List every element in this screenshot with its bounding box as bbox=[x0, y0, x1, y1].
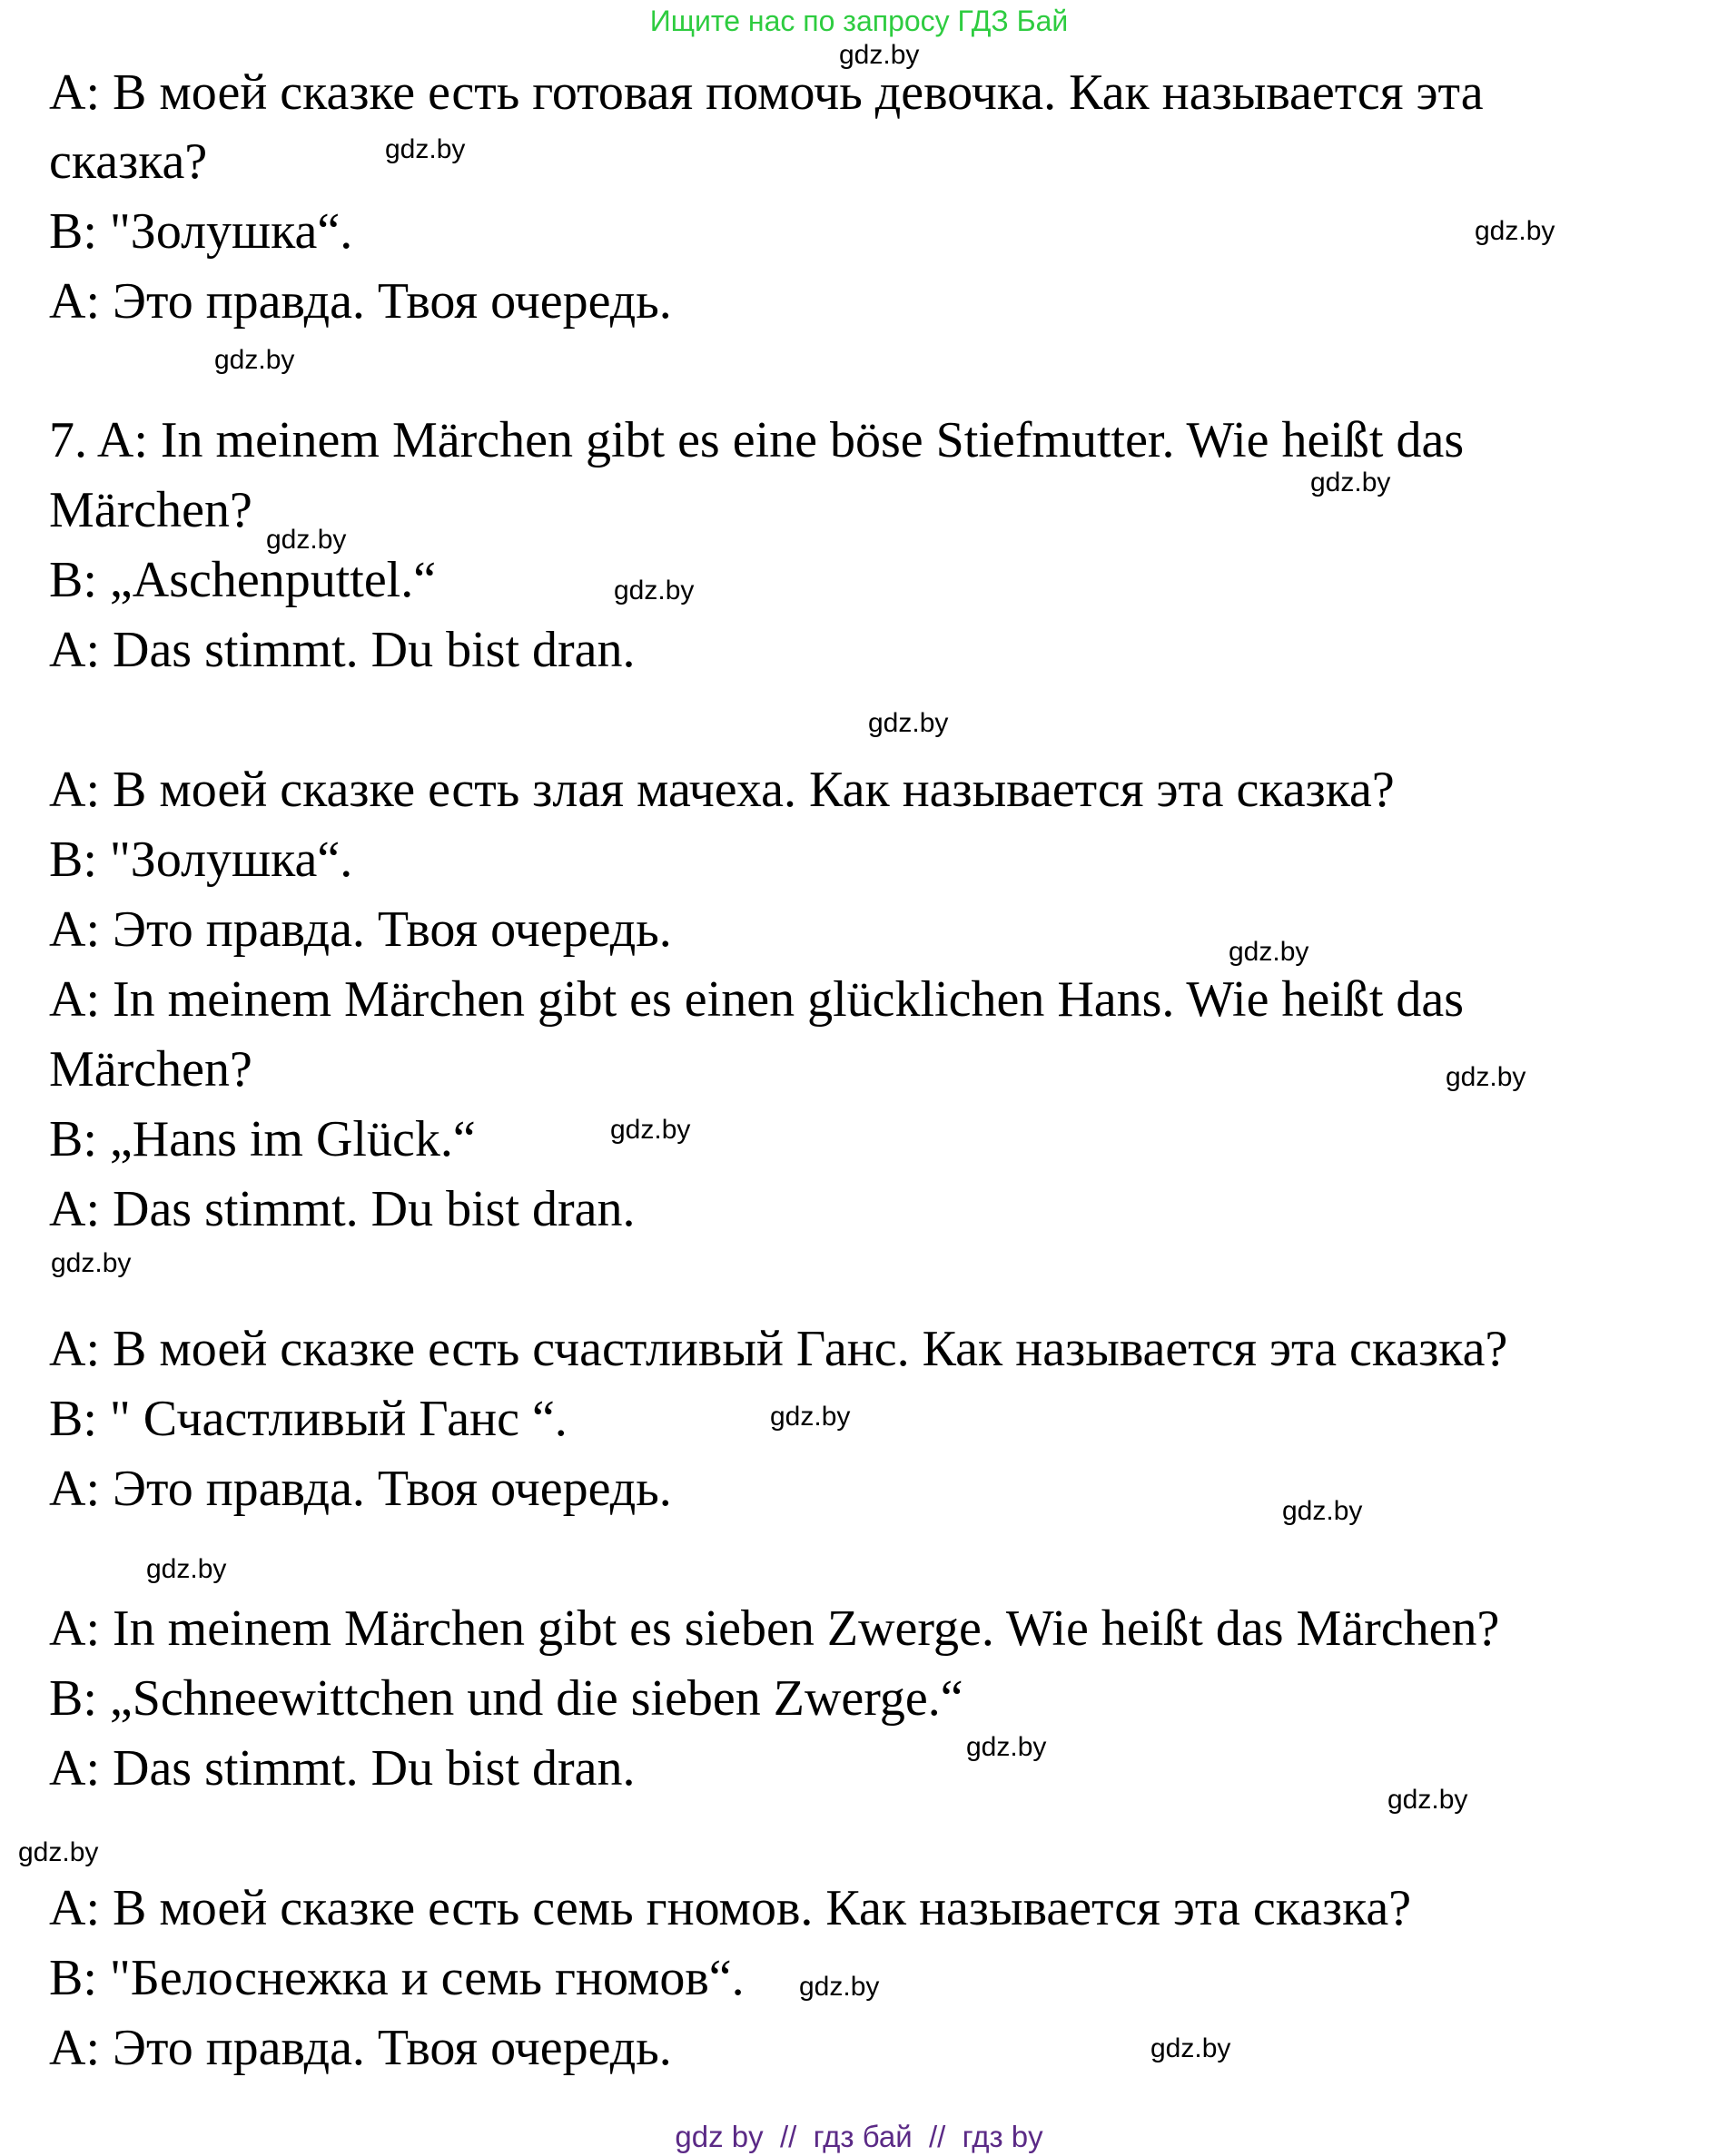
text-line: A: В моей сказке есть готовая помочь девочка. Как называется эта bbox=[49, 64, 1484, 121]
watermark: gdz.by bbox=[770, 1402, 851, 1432]
text-line: Märchen? bbox=[49, 482, 252, 538]
top-banner[interactable]: Ищите нас по запросу ГДЗ Бай bbox=[649, 5, 1069, 37]
text-line: сказка? bbox=[49, 133, 208, 190]
watermark: gdz.by bbox=[18, 1837, 99, 1867]
text-line: A: Das stimmt. Du bist dran. bbox=[49, 622, 636, 678]
watermark: gdz.by bbox=[1282, 1496, 1363, 1526]
text-line: B: „Hans im Glück.“ bbox=[49, 1111, 476, 1167]
text-line: A: In meinem Märchen gibt es einen glücklichen Hans. Wie heißt das bbox=[49, 971, 1465, 1028]
text-line: B: " Счастливый Ганс “. bbox=[49, 1391, 568, 1447]
watermark: gdz.by bbox=[966, 1732, 1047, 1762]
watermark: gdz.by bbox=[1229, 937, 1309, 967]
text-line: A: В моей сказке есть счастливый Ганс. Как называется эта сказка? bbox=[49, 1321, 1508, 1377]
watermark: gdz.by bbox=[799, 1972, 880, 2002]
watermark: gdz.by bbox=[1150, 2033, 1231, 2063]
text-line: Märchen? bbox=[49, 1041, 252, 1098]
text-line: A: Это правда. Твоя очередь. bbox=[49, 273, 672, 330]
watermark: gdz.by bbox=[385, 134, 466, 164]
text-line: B: „Aschenputtel.“ bbox=[49, 552, 437, 608]
text-line: A: Это правда. Твоя очередь. bbox=[49, 1461, 672, 1517]
text-line: 7. A: In meinem Märchen gibt es eine böse Stiefmutter. Wie heißt das bbox=[49, 412, 1465, 468]
watermark: gdz.by bbox=[1310, 468, 1391, 497]
watermark: gdz.by bbox=[1475, 216, 1555, 246]
text-line: A: Это правда. Твоя очередь. bbox=[49, 901, 672, 958]
text-line: A: В моей сказке есть семь гномов. Как называется эта сказка? bbox=[49, 1880, 1412, 1936]
text-line: A: Это правда. Твоя очередь. bbox=[49, 2020, 672, 2076]
text-line: B: "Белоснежка и семь гномов“. bbox=[49, 1950, 745, 2006]
text-line: B: "Золушка“. bbox=[49, 203, 353, 260]
text-line: B: „Schneewittchen und die sieben Zwerge.“ bbox=[49, 1670, 963, 1727]
watermark: gdz.by bbox=[146, 1554, 227, 1584]
text-line: A: Das stimmt. Du bist dran. bbox=[49, 1740, 636, 1797]
text-line: A: In meinem Märchen gibt es sieben Zwerge. Wie heißt das Märchen? bbox=[49, 1600, 1500, 1657]
footer-links[interactable]: gdz by // гдз бай // гдз by bbox=[675, 2120, 1043, 2153]
text-line: B: "Золушка“. bbox=[49, 832, 353, 888]
watermark: gdz.by bbox=[1446, 1062, 1526, 1092]
watermark: gdz.by bbox=[214, 345, 295, 375]
watermark: gdz.by bbox=[614, 576, 695, 605]
watermark: gdz.by bbox=[1387, 1785, 1468, 1815]
text-line: A: Das stimmt. Du bist dran. bbox=[49, 1181, 636, 1237]
text-line: A: В моей сказке есть злая мачеха. Как называется эта сказка? bbox=[49, 762, 1395, 818]
watermark: gdz.by bbox=[839, 40, 920, 70]
watermark: gdz.by bbox=[868, 708, 949, 738]
watermark: gdz.by bbox=[51, 1248, 132, 1278]
watermark: gdz.by bbox=[266, 525, 347, 555]
watermark: gdz.by bbox=[610, 1115, 691, 1145]
